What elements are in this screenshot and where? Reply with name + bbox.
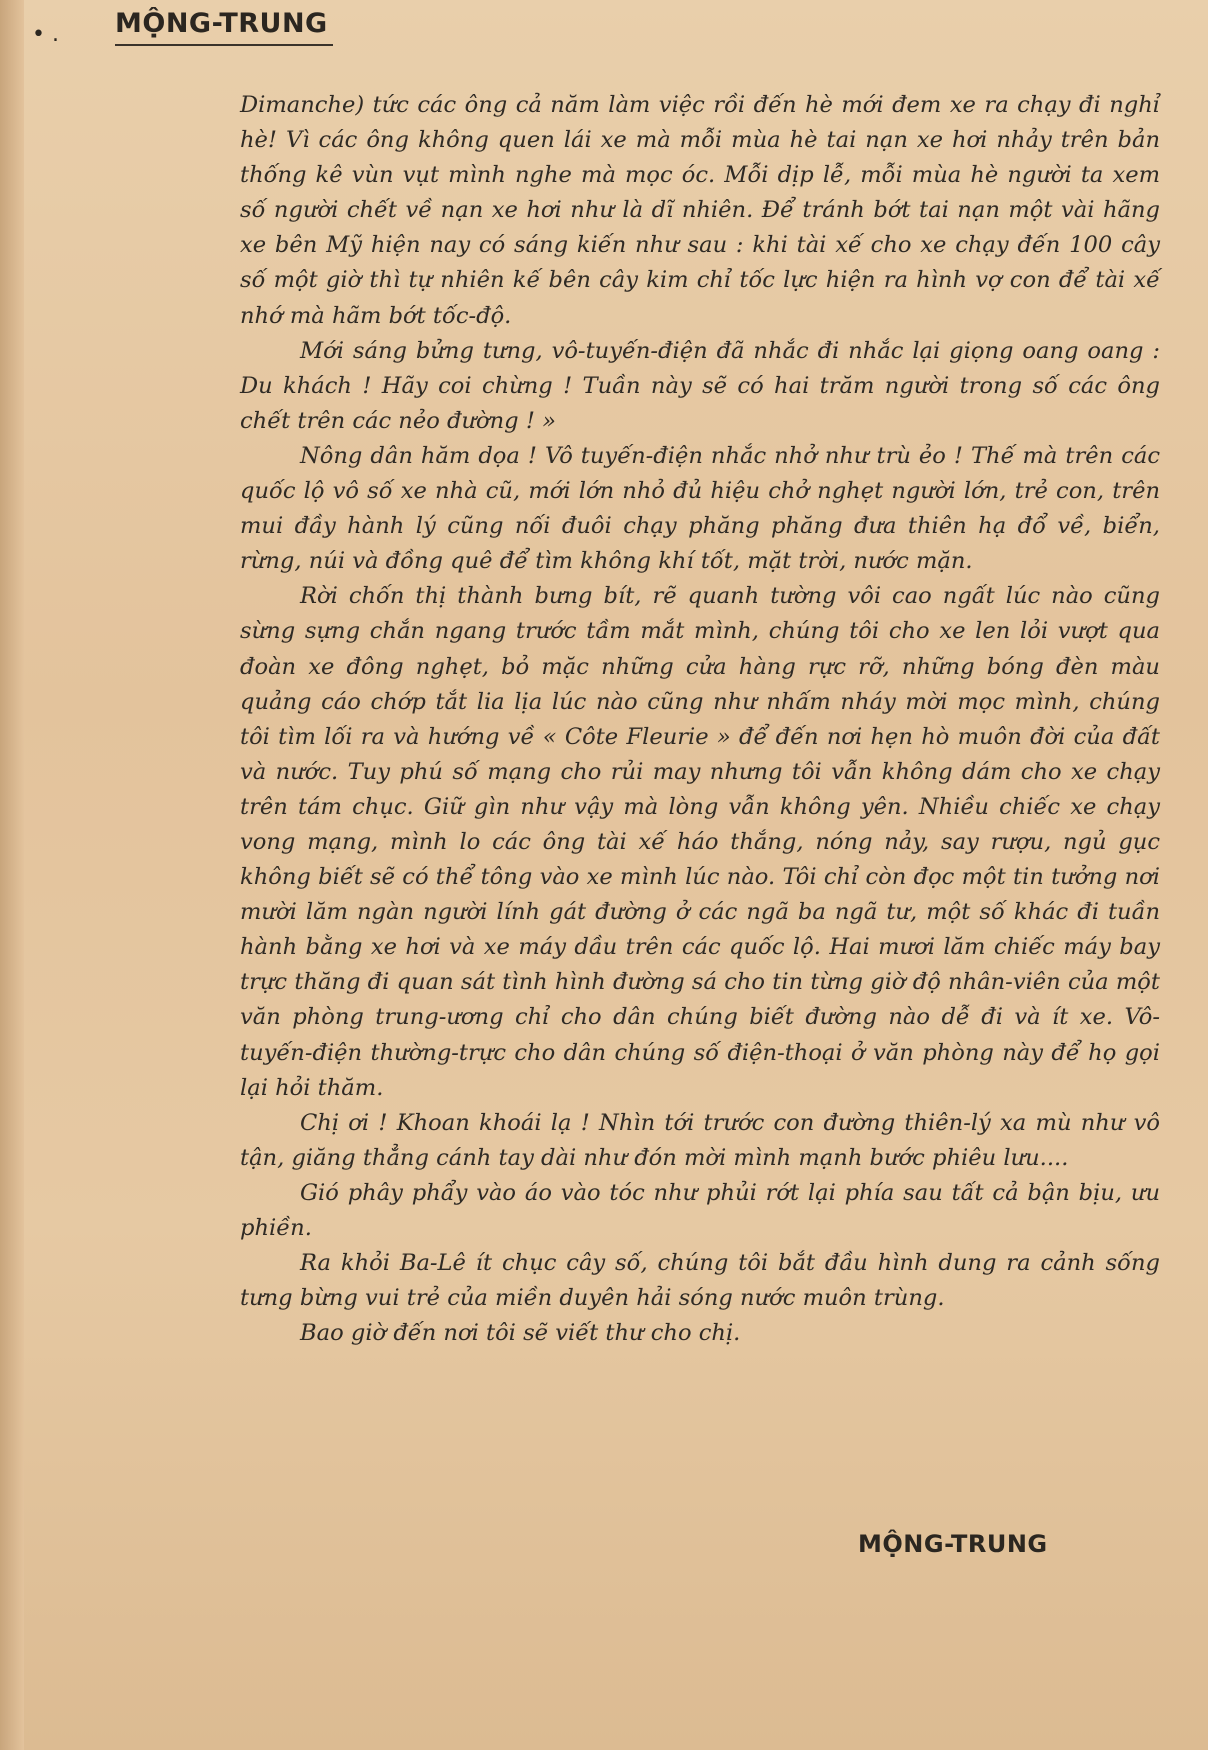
paragraph-1: Dimanche) tức các ông cả năm làm việc rồi đến hè mới đem xe ra chạy đi nghỉ hè! Vì các ông không quen lái xe mà mỗi mùa hè tai nạn xe hơi nhảy trên bản thống kê vùn vụt mình nghe mà mọc óc. Mỗi dịp lễ, mỗi mùa hè người ta xem số người chết về nạn xe hơi như là dĩ nhiên. Để tránh bớt tai nạn một vài hãng xe bên Mỹ hiện nay có sáng kiến như sau : khi tài xế cho xe chạy đến 100 cây số một giờ thì tự nhiên kế bên cây kim chỉ tốc lực hiện ra hình vợ con để tài xế nhớ mà hãm bớt tốc-độ.	[240, 92, 1160, 329]
running-header: MỘNG-TRUNG	[115, 8, 328, 39]
paragraph-4: Rời chốn thị thành bưng bít, rẽ quanh tường vôi cao ngất lúc nào cũng sừng sựng chắn ngang trước tầm mắt mình, chúng tôi cho xe len lỏi vượt qua đoàn xe đông nghẹt, bỏ mặc những cửa hàng rực rỡ, những bóng đèn màu quảng cáo chớp tắt lia lịa lúc nào cũng như nhấm nháy mời mọc mình, chúng tôi tìm lối ra và hướng về « Côte Fleurie » để đến nơi hẹn hò muôn đời của đất và nước. Tuy phú số mạng cho rủi may nhưng tôi vẫn không dám cho xe chạy trên tám chục. Giữ gìn như vậy mà lòng vẫn không yên. Nhiều chiếc xe chạy vong mạng, mình lo các ông tài xế háo thắng, nóng nảy, say rượu, ngủ gục không biết sẽ có thể tông vào xe mình lúc nào. Tôi chỉ còn đọc một tin tưởng nơi mười lăm ngàn người lính gát đường ở các ngã ba ngã tư, một số khác đi tuần hành bằng xe hơi và xe máy dầu trên các quốc lộ. Hai mươi lăm chiếc máy bay trực thăng đi quan sát tình hình đường sá cho tin từng giờ độ nhân-viên của một văn phòng trung-ương chỉ cho dân chúng biết đường nào dễ đi và ít xe. Vô-tuyến-điện thường-trực cho dân chúng số điện-thoại ở văn phòng này để họ gọi lại hỏi thăm.	[240, 583, 1160, 1101]
paragraph-6: Gió phây phẩy vào áo vào tóc như phủi rớt lại phía sau tất cả bận bịu, ưu phiền.	[240, 1179, 1160, 1241]
author-signature: MỘNG-TRUNG	[858, 1530, 1048, 1558]
header-dots: • .	[32, 22, 59, 47]
paragraph-3: Nông dân hăm dọa ! Vô tuyến-điện nhắc nhở như trù ẻo ! Thế mà trên các quốc lộ vô số xe nhà cũ, mới lớn nhỏ đủ hiệu chở nghẹt người lớn, trẻ con, trên mui đầy hành lý cũng nối đuôi chạy phăng phăng đưa thiên hạ đổ về, biển, rừng, núi và đồng quê để tìm không khí tốt, mặt trời, nước mặn.	[240, 442, 1160, 575]
paragraph-8: Bao giờ đến nơi tôi sẽ viết thư cho chị.	[300, 1320, 741, 1347]
article-body	[240, 88, 1160, 1351]
paragraph-5: Chị ơi ! Khoan khoái lạ ! Nhìn tới trước con đường thiên-lý xa mù như vô tận, giăng thẳng cánh tay dài như đón mời mình mạnh bước phiêu lưu....	[240, 1109, 1160, 1171]
header-rule	[115, 44, 333, 46]
paragraph-7: Ra khỏi Ba-Lê ít chục cây số, chúng tôi bắt đầu hình dung ra cảnh sống tưng bừng vui trẻ của miền duyên hải sóng nước muôn trùng.	[240, 1250, 1160, 1312]
page-edge	[0, 0, 24, 1750]
paragraph-2: Mới sáng bửng tưng, vô-tuyến-điện đã nhắc đi nhắc lại giọng oang oang : Du khách ! Hãy coi chừng ! Tuần này sẽ có hai trăm người trong số các ông chết trên các nẻo đường ! »	[240, 337, 1160, 434]
